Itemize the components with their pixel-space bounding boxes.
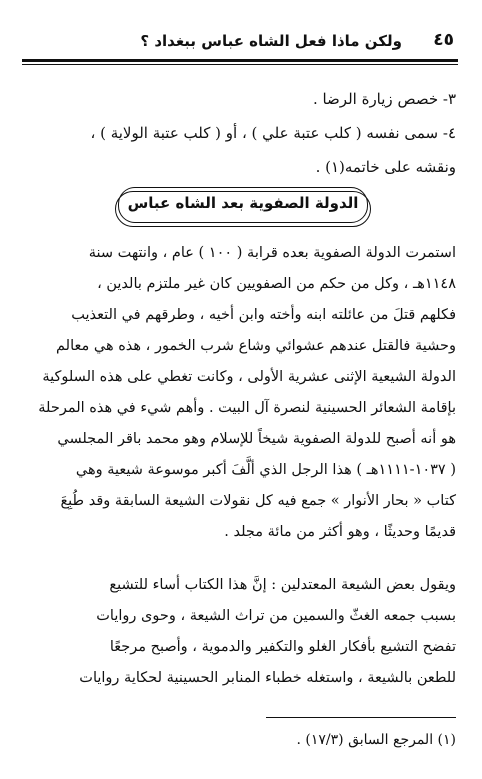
text-line: للطعن بالشيعة ، واستغله خطباء المنابر الحسينية لحكاية روايات [79, 670, 456, 686]
paragraph-2 [28, 570, 456, 694]
running-header [22, 24, 458, 62]
text-line: تفضح التشيع بأفكار الغلو والتكفير والدموية ، وأصبح مرجعًا [109, 639, 456, 655]
text-line: قديمًا وحديثًا ، وهو أكثر من مائة مجلد . [224, 524, 456, 540]
list-item: ٣- خصص زيارة الرضا . [312, 90, 456, 108]
section-heading-box [118, 187, 368, 223]
paragraph-1 [28, 238, 456, 548]
list-item: ٤- سمى نفسه ( كلب عتبة علي ) ، أو ( كلب عتبة الولاية ) ، [90, 124, 456, 142]
text-line: هو أنه أصبح للدولة الصفوية شيخاً للإسلام وهو محمد باقر المجلسي [57, 431, 456, 447]
section-title: الدولة الصفوية بعد الشاه عباس [127, 194, 359, 212]
text-line: وحشية فالقتل عندهم عشوائي وشاع شرب الخمور ، هذه هي معالم [56, 338, 456, 354]
text-line: ويقول بعض الشيعة المعتدلين : إنَّ هذا الكتاب أساء للتشيع [109, 577, 456, 593]
footnote: (١) المرجع السابق (١٧/٣) . [296, 732, 456, 748]
text-line: الدولة الشيعية الإثنى عشرية الأولى ، وكانت تغطي على هذه السلوكية [42, 369, 456, 385]
header-rule [22, 59, 458, 62]
footnote-divider [266, 717, 456, 718]
text-line: فكلهم قتلَ من عائلته ابنه وأخته وابن أخيه ، وطرقهم في التعذيب [71, 307, 456, 323]
text-line: ١١٤٨هـ ، وكل من حكم من الصفويين كان غير ملتزم بالدين ، [97, 276, 456, 292]
text-line: بسبب جمعه الغثّ والسمين من تراث الشيعة ، وحوى روايات [96, 608, 456, 624]
page-number: ٤٥ [433, 30, 454, 50]
text-line: بإقامة الشعائر الحسينية لنصرة آل البيت . وأهم شيء في هذه المرحلة [38, 400, 456, 416]
text-line: ( ١٠٣٧-١١١١هـ ) هذا الرجل الذي ألَّفَ أكبر موسوعة شيعية وهي [75, 462, 456, 478]
text-line: استمرت الدولة الصفوية بعده قرابة ( ١٠٠ ) عام ، وانتهت سنة [88, 245, 456, 261]
numbered-list [30, 82, 456, 184]
text-line: كتاب « بحار الأنوار » جمع فيه كل نقولات الشيعة السابقة وقد طُبِعَ [60, 493, 456, 509]
header-title: ولكن ماذا فعل الشاه عباس ببغداد ؟ [140, 32, 402, 50]
list-item: ونقشه على خاتمه(١) . [315, 158, 456, 176]
